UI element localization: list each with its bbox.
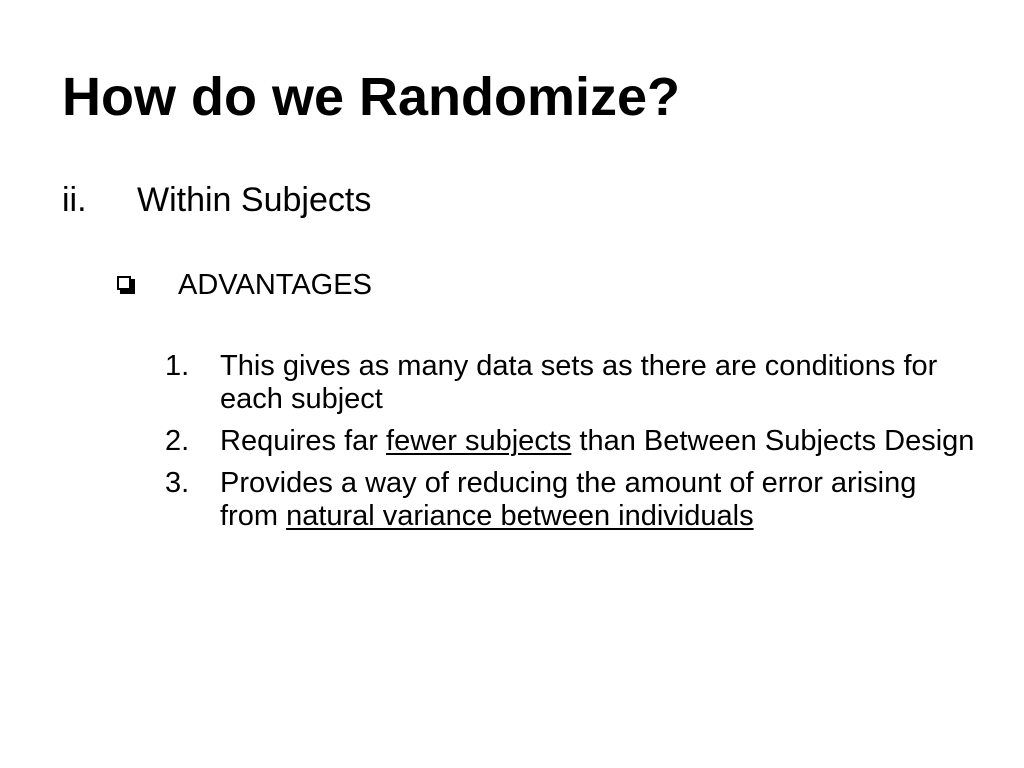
list-item: [160, 425, 980, 458]
advantages-list: [160, 350, 980, 542]
list-item: [160, 467, 980, 533]
list-item: [160, 350, 980, 416]
section-marker: ii.: [62, 181, 87, 219]
underlined-phrase: fewer subjects: [386, 425, 572, 457]
list-item-number: 3.: [165, 467, 190, 499]
list-item-number: 1.: [165, 350, 190, 382]
subsection-label: ADVANTAGES: [178, 269, 372, 301]
checkbox-bullet-icon: [116, 274, 138, 296]
list-item-text: Provides a way of reducing the amount of error arising from natural variance between individuals: [220, 467, 917, 532]
underlined-phrase: natural variance between individuals: [286, 500, 754, 532]
list-item-text: This gives as many data sets as there are conditions for each subject: [220, 350, 938, 415]
list-item-text: Requires far fewer subjects than Between Subjects Design: [220, 425, 975, 457]
slide-title: How do we Randomize?: [62, 67, 681, 127]
list-item-number: 2.: [165, 425, 190, 457]
subsection-heading: [116, 268, 372, 302]
section-label: Within Subjects: [137, 181, 372, 219]
section-heading: [62, 180, 371, 220]
